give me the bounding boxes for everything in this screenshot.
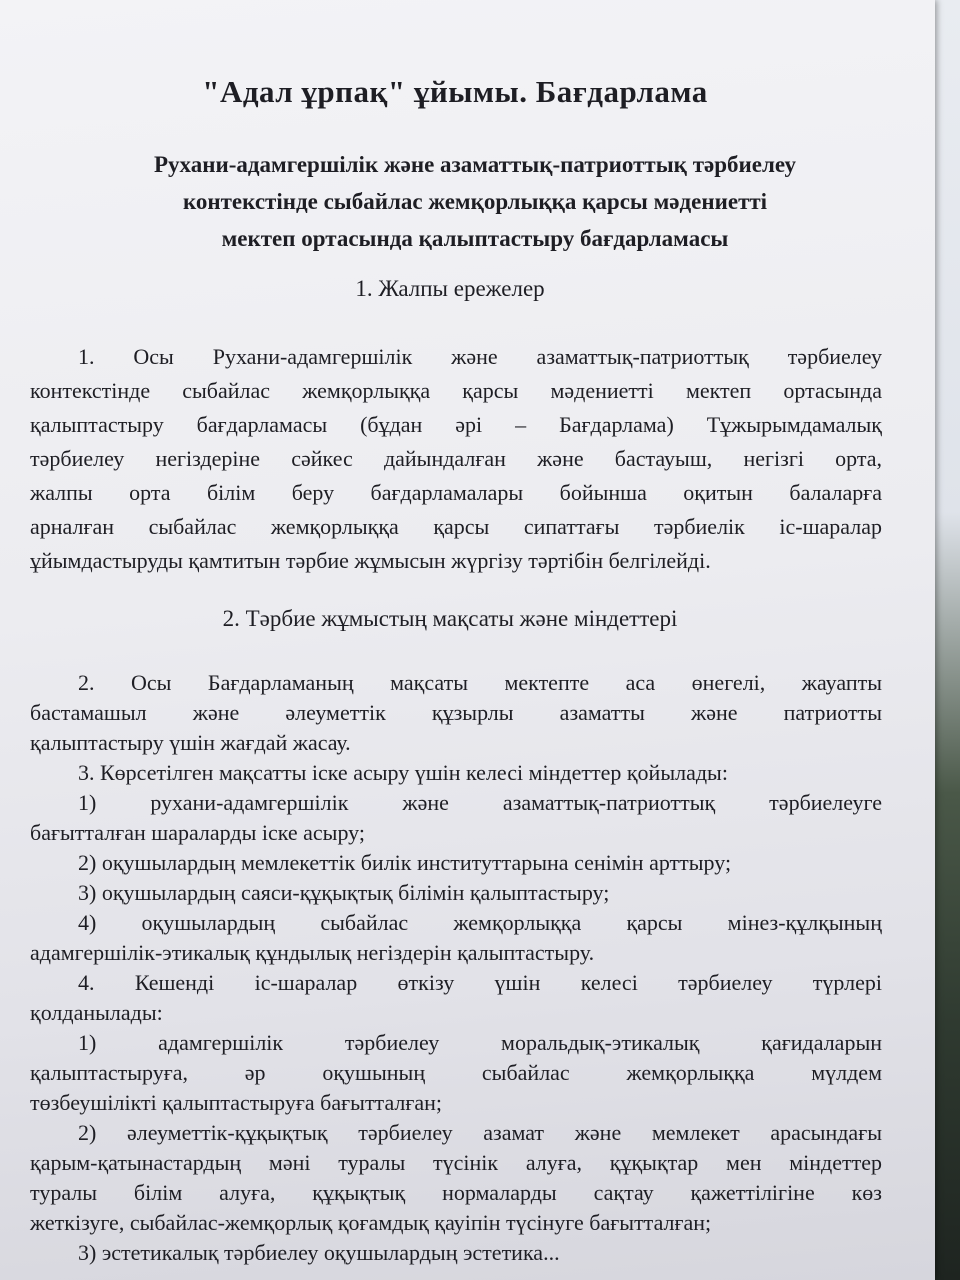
paragraph-line: 3. Көрсетілген мақсатты іске асыру үшін келесі міндеттер қойылады: [78,760,728,785]
document-title: "Адал ұрпақ" ұйымы. Бағдарлама [202,74,708,109]
section-2-body [30,668,882,1268]
paragraph-line: тәрбиелеу негіздеріне сәйкес дайындалған және бастауыш, негізгі орта, [30,446,882,471]
paragraph-line: жалпы орта білім беру бағдарламалары бойынша оқитын балаларға [30,480,882,505]
list-item-line: 3) оқушылардың саяси-құқықтық білімін қалыптастыру; [78,880,610,905]
subtitle-line: контекстінде сыбайлас жемқорлыққа қарсы мәдениетті [182,189,768,214]
list-item-line: адамгершілік-этикалық құндылық негіздерін қалыптастыру. [30,940,595,965]
document-subtitle [60,146,890,257]
paragraph-line: қалыптастыру бағдарламасы (бұдан әрі – Бағдарлама) Тұжырымдамалық [30,412,882,437]
paragraph-line: контекстінде сыбайлас жемқорлыққа қарсы мәдениетті мектеп ортасында [30,378,882,403]
section-1-heading: 1. Жалпы ережелер [355,276,545,301]
paragraph-line: 1. Осы Рухани-адамгершілік және азаматтық-патриоттық тәрбиелеу [78,344,882,369]
section-1-paragraph [30,340,882,578]
paragraph-line: 4. Кешенді іс-шаралар өткізу үшін келесі тәрбиелеу түрлері [78,970,882,995]
paragraph-line: қалыптастыру үшін жағдай жасау. [30,730,351,755]
list-item-line: туралы білім алуға, құқықтық нормаларды сақтау қажеттілігіне көз [30,1180,882,1205]
list-item-line: 1) адамгершілік тәрбиелеу моральдық-этикалық қағидаларын [78,1030,882,1055]
list-item-line: 2) оқушылардың мемлекеттік билік институттарына сенімін арттыру; [78,850,732,875]
list-item-line: 2) әлеуметтік-құқықтық тәрбиелеу азамат және мемлекет арасындағы [78,1120,882,1145]
section-2-heading: 2. Тәрбие жұмыстың мақсаты және міндеттері [222,606,678,631]
paragraph-line: арналған сыбайлас жемқорлыққа қарсы сипаттағы тәрбиелік іс-шаралар [30,514,882,539]
list-item-line: қарым-қатынастардың мәні туралы түсінік алуға, құқықтар мен міндеттер [30,1150,882,1175]
paragraph-line: қолданылады: [30,1000,163,1025]
list-item-line: жеткізуге, сыбайлас-жемқорлық қоғамдық қауіпін түсінуге бағытталған; [30,1210,712,1235]
subtitle-line: мектеп ортасында қалыптастыру бағдарламасы [221,226,729,251]
paragraph-line: 2. Осы Бағдарламаның мақсаты мектепте аса өнегелі, жауапты [78,670,882,695]
list-item-line: 1) рухани-адамгершілік және азаматтық-патриоттық тәрбиелеуге [78,790,882,815]
paragraph-line: ұйымдастыруды қамтитын тәрбие жұмысын жүргізу тәртібін белгілейді. [30,548,711,573]
list-item-line: бағытталған шараларды іске асыру; [30,820,365,845]
list-item-line: 3) эстетикалық тәрбиелеу оқушылардың эстетика... [78,1240,560,1265]
list-item-line: қалыптастыруға, әр оқушының сыбайлас жемқорлыққа мүлдем [30,1060,882,1085]
paragraph-line: бастамашыл және әлеуметтік құзырлы азаматты және патриотты [30,700,882,725]
list-item-line: 4) оқушылардың сыбайлас жемқорлыққа қарсы мінез-құлқының [78,910,882,935]
list-item-line: төзбеушілікті қалыптастыруға бағытталған; [30,1090,443,1115]
subtitle-line: Рухани-адамгершілік және азаматтық-патриоттық тәрбиелеу [153,152,796,177]
